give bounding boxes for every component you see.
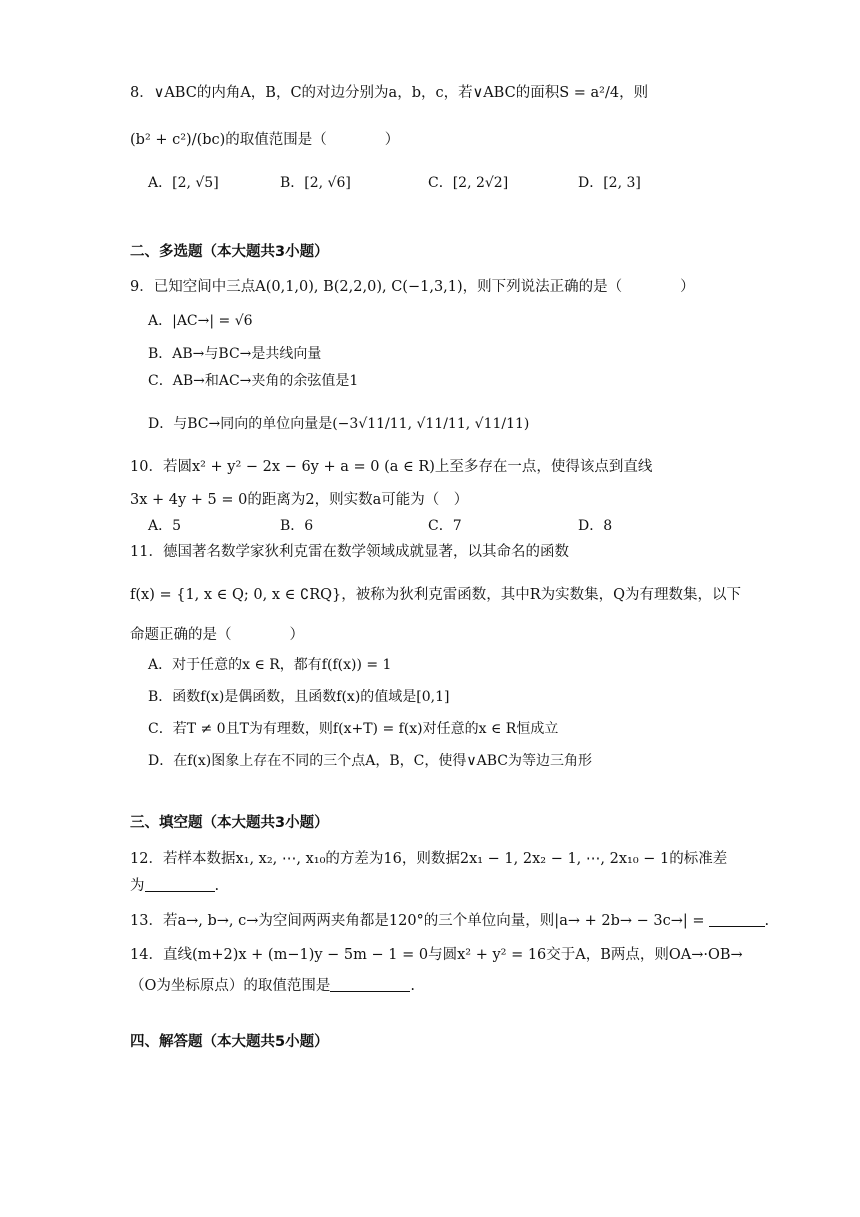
q11-option-c: C．若T ≠ 0且T为有理数，则f(x+T) = f(x)对任意的x ∈ R恒成立 bbox=[148, 721, 559, 737]
q8-option-c: C．[2, 2√2] bbox=[428, 175, 509, 191]
q8-line1: 8．∨ABC的内角A，B，C的对边分别为a，b，c，若∨ABC的面积S = a²/4，则 bbox=[130, 85, 649, 101]
q10-option-c: C．7 bbox=[428, 518, 462, 534]
q8-option-a: A．[2, √5] bbox=[148, 175, 219, 191]
q12-prefix: 为 bbox=[130, 878, 145, 894]
q14-line2 bbox=[130, 975, 415, 997]
q9-option-c: C．AB→和AC→夹角的余弦值是1 bbox=[148, 373, 359, 389]
q12-line2 bbox=[130, 875, 219, 897]
q8-option-d: D．[2, 3] bbox=[578, 175, 641, 191]
q11-line3: 命题正确的是（ ） bbox=[130, 627, 304, 643]
q11-option-d: D．在f(x)图象上存在不同的三个点A，B，C，使得∨ABC为等边三角形 bbox=[148, 753, 592, 769]
q11-option-b: B．函数f(x)是偶函数，且函数f(x)的值域是[0,1] bbox=[148, 689, 450, 705]
q11-option-a: A．对于任意的x ∈ R，都有f(f(x)) = 1 bbox=[148, 657, 392, 673]
q11-line2: f(x) = {1, x ∈ Q; 0, x ∈ ∁RQ}，被称为狄利克雷函数，其中R为实数集，Q为有理数集，以下 bbox=[130, 587, 742, 603]
q11-line1: 11．德国著名数学家狄利克雷在数学领域成就显著，以其命名的函数 bbox=[130, 544, 569, 560]
q10-option-d: D．8 bbox=[578, 518, 613, 534]
q14-answer-blank[interactable] bbox=[330, 977, 410, 992]
q10-option-b: B．6 bbox=[280, 518, 314, 534]
q9-stem: 9．已知空间中三点A(0,1,0), B(2,2,0), C(−1,3,1)，则下列说法正确的是（ ） bbox=[130, 279, 695, 295]
q14-suffix: . bbox=[410, 978, 415, 994]
q14-line1: 14．直线(m+2)x + (m−1)y − 5m − 1 = 0与圆x² + y² = 16交于A，B两点，则OA→·OB→ bbox=[130, 947, 743, 963]
q10-option-a: A．5 bbox=[148, 518, 182, 534]
q8-option-b: B．[2, √6] bbox=[280, 175, 351, 191]
q12-line1: 12．若样本数据x₁, x₂, ⋯, x₁₀的方差为16，则数据2x₁ − 1, 2x₂ − 1, ⋯, 2x₁₀ − 1的标准差 bbox=[130, 851, 728, 867]
q13-stem: 13．若a→, b→, c→为空间两两夹角都是120°的三个单位向量，则|a→ + 2b→ − 3c→| = bbox=[130, 913, 705, 929]
q10-line2: 3x + 4y + 5 = 0的距离为2，则实数a可能为（ ） bbox=[130, 492, 469, 508]
section-title-fill-in: 三、填空题（本大题共3小题） bbox=[130, 815, 329, 831]
q8-line2: (b² + c²)/(bc)的取值范围是（ ） bbox=[130, 132, 400, 148]
q9-option-a: A．|AC→| = √6 bbox=[148, 313, 253, 329]
q13-suffix: . bbox=[764, 913, 770, 929]
q9-option-d: D．与BC→同向的单位向量是(−3√11/11, √11/11, √11/11) bbox=[148, 416, 530, 432]
section-title-multiple-choice: 二、多选题（本大题共3小题） bbox=[130, 244, 329, 260]
q13-answer-blank[interactable] bbox=[709, 912, 765, 927]
q10-line1: 10．若圆x² + y² − 2x − 6y + a = 0 (a ∈ R)上至多存在一点，使得该点到直线 bbox=[130, 459, 653, 475]
q12-answer-blank[interactable] bbox=[145, 877, 215, 892]
section-title-free-response: 四、解答题（本大题共5小题） bbox=[130, 1034, 329, 1050]
q12-suffix: . bbox=[214, 878, 220, 894]
q9-option-b: B．AB→与BC→是共线向量 bbox=[148, 346, 322, 362]
q14-prefix: （O为坐标原点）的取值范围是 bbox=[130, 978, 331, 994]
q13-line bbox=[130, 910, 769, 932]
